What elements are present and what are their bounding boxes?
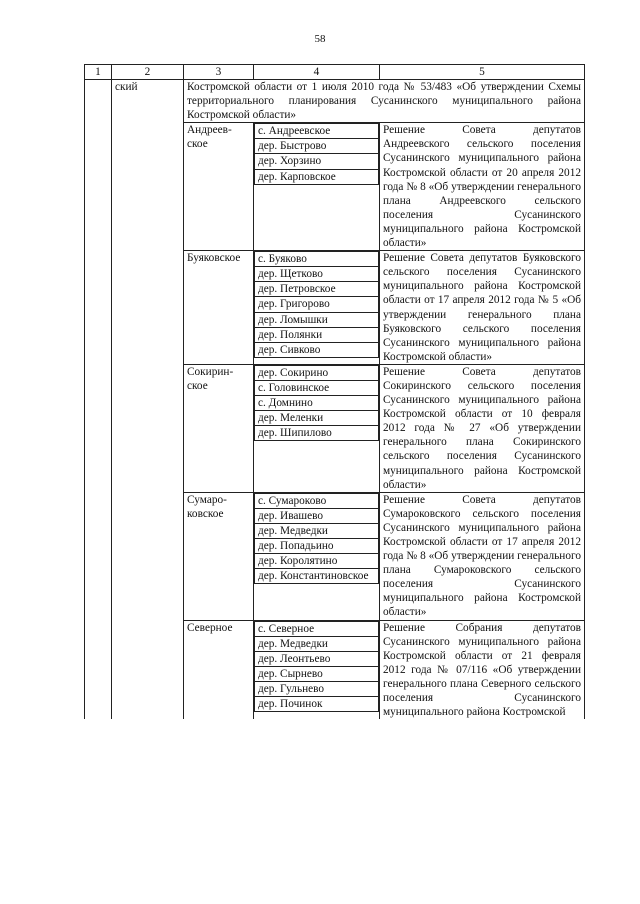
settlement-item: дер. Григорово xyxy=(255,297,379,312)
header-row xyxy=(85,65,585,80)
settlement-item: дер. Шипилово xyxy=(255,426,379,441)
settlement-item: дер. Сырнево xyxy=(255,666,379,681)
settlement-list xyxy=(254,621,379,713)
settlement-name: Буяковское xyxy=(184,251,254,365)
settlement-list xyxy=(254,123,379,184)
header-col-4: 4 xyxy=(254,65,380,80)
header-col-2: 2 xyxy=(112,65,184,80)
settlement-item: дер. Хорзино xyxy=(255,154,379,169)
decision-text: Решение Совета депутатов Буяковского сельского поселения Сусанинского муниципального района Костромской области от 17 апреля 2012 года № 5 «Об утверждении генерального плана Буяковского сельского поселения Сусанинского муниципального района Костромской области» xyxy=(380,251,585,365)
decision-text: Решение Совета депутатов Андреевского сельского поселения Сусанинского муниципального района Костромской области от 20 апреля 2012 года № 8 «Об утверждении генерального плана Андреевского сельского поселения Сусанинского муниципального района Костромской области» xyxy=(380,123,585,251)
settlement-list xyxy=(254,365,379,441)
settlement-item: дер. Попадьино xyxy=(255,539,379,554)
settlement-item: дер. Константиновское xyxy=(255,569,379,584)
decision-text: Решение Собрания депутатов Сусанинского муниципального района Костромской области от 21 февраля 2012 года № 07/116 «Об утверждении генерального плана Северного сельского поселения Сусанинского муниципального района Костромской xyxy=(380,620,585,719)
header-col-3: 3 xyxy=(184,65,254,80)
page-number: 58 xyxy=(314,33,326,45)
settlement-list-cell xyxy=(254,492,380,620)
settlement-list xyxy=(254,493,379,585)
settlement-name: Андреев- ское xyxy=(184,123,254,251)
settlement-list-cell xyxy=(254,620,380,719)
settlement-item: дер. Быстрово xyxy=(255,139,379,154)
settlement-item: дер. Петровское xyxy=(255,282,379,297)
settlement-item: дер. Меленки xyxy=(255,411,379,426)
settlement-item: дер. Полянки xyxy=(255,327,379,342)
settlement-list-cell xyxy=(254,251,380,365)
settlement-item: дер. Медведки xyxy=(255,636,379,651)
settlement-list-cell xyxy=(254,364,380,492)
intro-text: Костромской области от 1 июля 2010 года № 53/483 «Об утверждении Схемы территориального планирования Сусанинского муниципального района Костромской области» xyxy=(184,80,585,123)
settlement-item: дер. Ломышки xyxy=(255,312,379,327)
settlement-item: дер. Сокирино xyxy=(255,365,379,380)
settlement-item: дер. Карповское xyxy=(255,169,379,184)
settlement-item: дер. Королятино xyxy=(255,554,379,569)
settlement-name: Сокирин- ское xyxy=(184,364,254,492)
settlement-item: дер. Ивашево xyxy=(255,508,379,523)
settlement-item: дер. Починок xyxy=(255,697,379,712)
settlement-item: с. Домнино xyxy=(255,396,379,411)
settlement-item: дер. Леонтьево xyxy=(255,651,379,666)
settlement-item: дер. Сивково xyxy=(255,342,379,357)
settlement-name: Северное xyxy=(184,620,254,719)
settlement-item: дер. Медведки xyxy=(255,523,379,538)
district-cell: ский xyxy=(112,80,184,720)
settlements-table xyxy=(84,64,585,719)
settlement-item: с. Сумароково xyxy=(255,493,379,508)
header-col-1: 1 xyxy=(85,65,112,80)
header-col-5: 5 xyxy=(380,65,585,80)
settlement-item: с. Буяково xyxy=(255,252,379,267)
settlement-item: дер. Гульнево xyxy=(255,681,379,696)
settlement-item: с. Головинское xyxy=(255,380,379,395)
intro-row xyxy=(85,80,585,123)
number-cell xyxy=(85,80,112,720)
settlement-item: дер. Щетково xyxy=(255,267,379,282)
settlement-item: с. Андреевское xyxy=(255,124,379,139)
settlement-list xyxy=(254,251,379,358)
settlement-list-cell xyxy=(254,123,380,251)
decision-text: Решение Совета депутатов Сокиринского сельского поселения Сусанинского муниципального района Костромской области от 10 февраля 2012 года № 27 «Об утверждении генерального плана Сокиринского сельского поселения Сусанинского муниципального района Костромской области» xyxy=(380,364,585,492)
settlement-item: с. Северное xyxy=(255,621,379,636)
settlement-name: Сумаро- ковское xyxy=(184,492,254,620)
decision-text: Решение Совета депутатов Сумароковского сельского поселения Сусанинского муниципального района Костромской области от 17 апреля 2012 года № 8 «Об утверждении генерального плана Сумароковского сельского поселения Сусанинского муниципального района Костромской области» xyxy=(380,492,585,620)
